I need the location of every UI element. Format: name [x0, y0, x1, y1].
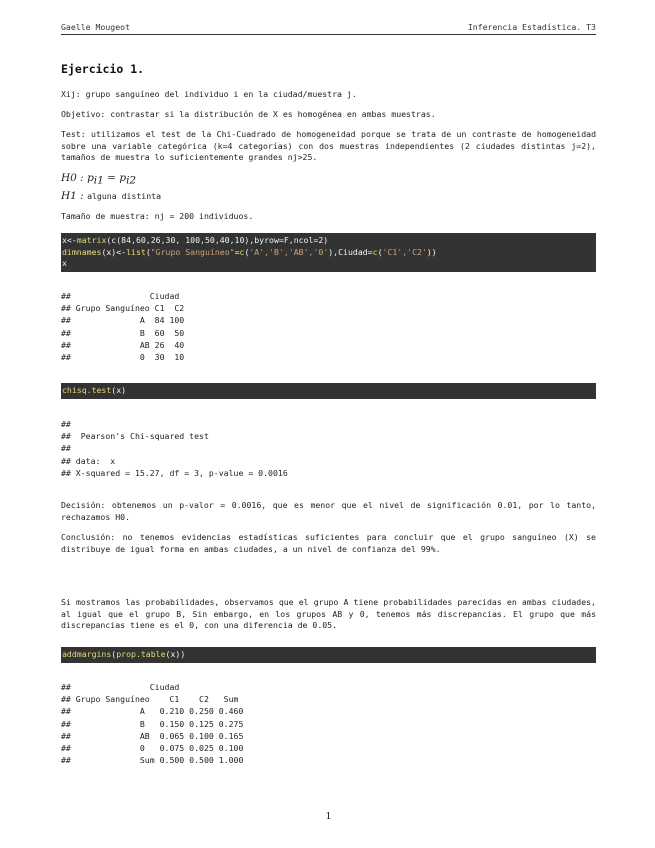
- code-token: (: [111, 649, 117, 659]
- hypothesis-h1: H1 : alguna distinta: [61, 190, 162, 202]
- code-token: (x)): [165, 649, 186, 659]
- code-token: "Grupo Sanguíneo": [150, 246, 235, 257]
- h1-text: alguna distinta: [87, 191, 162, 201]
- paragraph-test: Test: utilizamos el test de la Chi-Cuadrado de homogeneidad porque se trata de un contraste de homogeneidad sobre una variable categórica (k=4 categorías) con dos muestras independientes (2 ciudades distintas j=2), tamaños de muestra lo suficientemente grandes nj>25.: [61, 129, 596, 163]
- code-token: (: [145, 246, 151, 257]
- code-token: x: [62, 258, 67, 269]
- header-course: Inferencia Estadística. T3: [467, 22, 596, 32]
- code-token: (x): [111, 385, 127, 395]
- code-token: (c(84,60,26,30, 100,50,40,10),byrow=F,ncol=2): [106, 235, 329, 245]
- code-token: c: [239, 246, 245, 257]
- running-header: [61, 22, 596, 35]
- exercise-title: Ejercicio 1.: [61, 62, 145, 76]
- h0-right-sub: i2: [126, 174, 137, 187]
- paragraph-tamano: Tamaño de muestra: nj = 200 individuos.: [61, 211, 254, 221]
- paragraph-objetivo: Objetivo: contrastar si la distribución de X es homogénea en ambas muestras.: [61, 109, 436, 119]
- code-token: list: [126, 246, 146, 257]
- h0-label: H0: [61, 172, 77, 184]
- code-token: (x)<-: [101, 246, 127, 257]
- output-prop-table: ## Ciudad ## Grupo Sanguíneo C1 C2 Sum ## A 0.210 0.250 0.460 ## B 0.150 0.125 0.275 ## AB 0.065 0.100 0.165 ## 0 0.075 0.025 0.100 ## Sum 0.500 0.500 1.000: [61, 682, 244, 766]
- code-token: (: [377, 246, 383, 257]
- code-block-matrix: [61, 233, 596, 272]
- code-token: x<-: [62, 235, 77, 245]
- header-author: Gaelle Mougeot: [61, 22, 131, 32]
- h1-label: H1: [61, 190, 77, 202]
- code-token: ),Ciudad=: [328, 246, 373, 257]
- paragraph-conclusion: Conclusión: no tenemos evidencias estadísticas suficientes para concluir que el grupo sanguíneo (X) se distribuye de igual forma en ambas ciudades, a un nivel de confianza del 99%.: [61, 532, 596, 554]
- output-chisq: ## ## Pearson's Chi-squared test ## ## data: x ## X-squared = 15.27, df = 3, p-value = 0.0016: [61, 419, 288, 478]
- paragraph-probabilidades: Si mostramos las probabilidades, observamos que el grupo A tiene probabilidades parecidas en ambas ciudades, al igual que el grupo B, Sin embargo, en los grupos AB y 0, tenemos más discrepancias. El grupo que más discrepancias tiene es el 0, con una diferencia de 0.05.: [61, 597, 596, 631]
- code-token: c: [372, 246, 378, 257]
- code-token: prop.table: [116, 649, 166, 659]
- h0-right: p: [119, 172, 127, 184]
- code-token: dimnames: [62, 246, 102, 257]
- h0-left: p: [87, 172, 94, 184]
- code-token: )): [426, 246, 437, 257]
- output-matrix: ## Ciudad ## Grupo Sanguíneo C1 C2 ## A 84 100 ## B 60 50 ## AB 26 40 ## 0 30 10: [61, 291, 185, 363]
- code-block-addmargins: [61, 647, 596, 663]
- code-token: (: [244, 246, 250, 257]
- hypothesis-h0: H0 : $p_{i1} = p_{i2}$: [61, 172, 137, 187]
- paragraph-xij: Xij: grupo sanguíneo del individuo i en la ciudad/muestra j.: [61, 89, 357, 99]
- code-token: 'C1','C2': [382, 246, 427, 257]
- code-token: chisq.test: [62, 385, 112, 395]
- paragraph-decision: Decisión: obtenemos un p-valor = 0.0016, que es menor que el nivel de significación 0.01, por lo tanto, rechazamos H0.: [61, 500, 596, 522]
- code-token: =: [234, 246, 240, 257]
- code-token: matrix: [76, 235, 107, 245]
- page-number: 1: [325, 811, 332, 822]
- h0-left-sub: i1: [93, 174, 104, 187]
- code-token: addmargins: [62, 649, 112, 659]
- code-token: 'A','B','AB','0': [249, 246, 329, 257]
- code-block-chisq: [61, 383, 596, 399]
